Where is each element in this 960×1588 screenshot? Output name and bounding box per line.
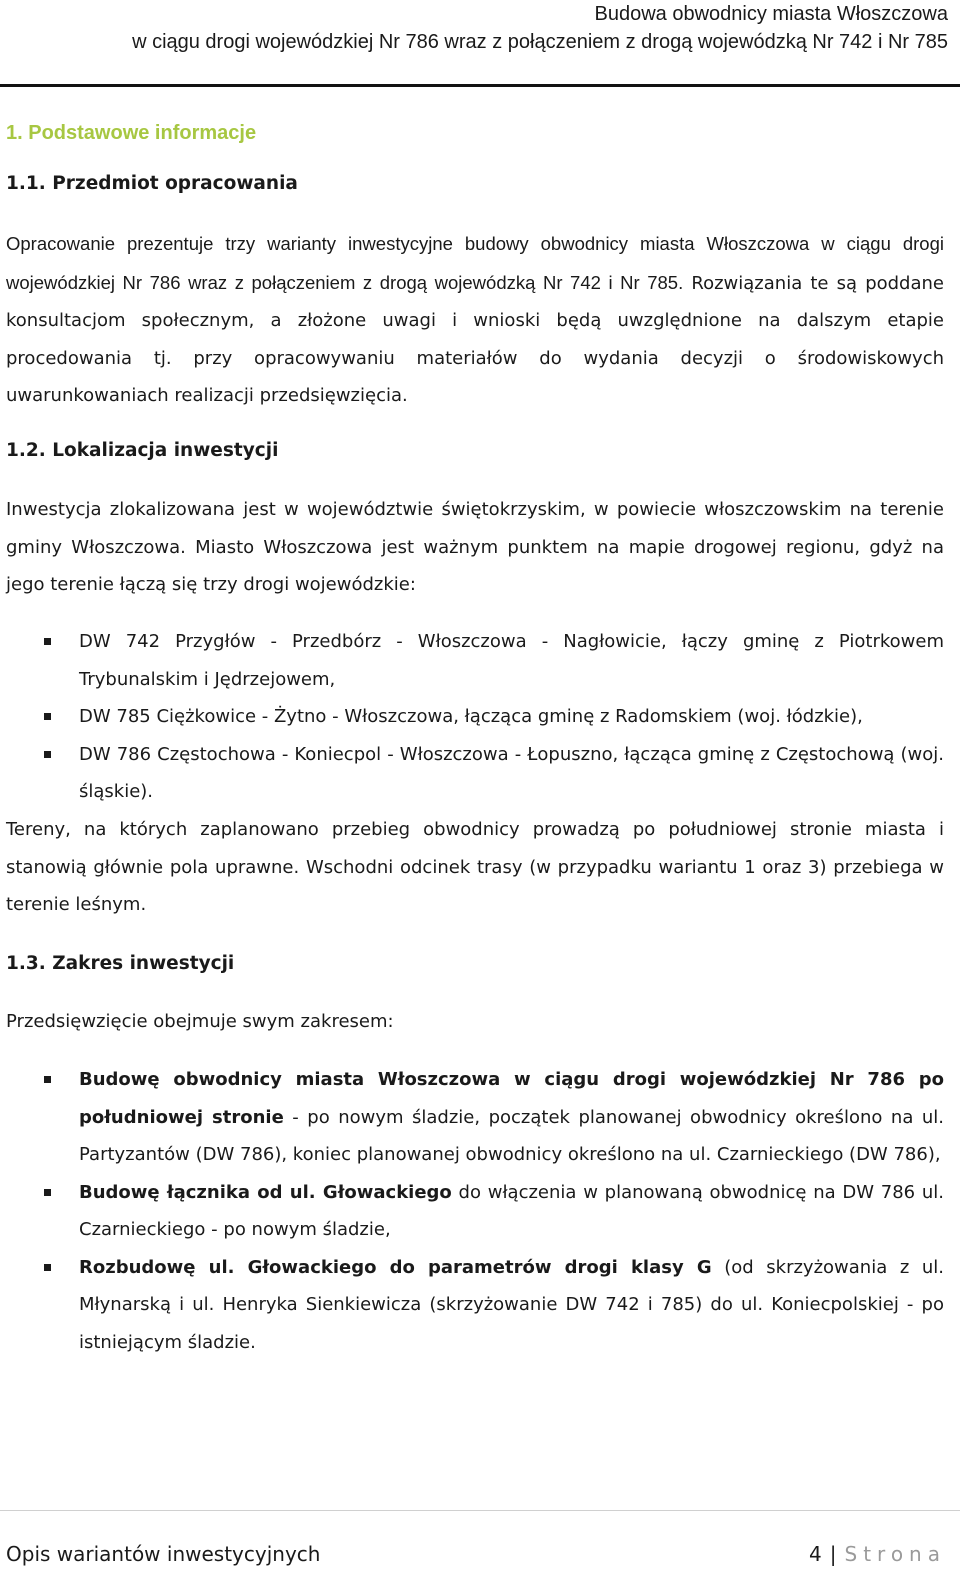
list-item-text: - po nowym śladzie, początek planowanej obwodnicy określono na ul. Partyzantów (DW 786), koniec planowanej obwodnicy określono na ul. Czarnieckiego (DW 786), xyxy=(79,1106,944,1165)
footer-title: Opis wariantów inwestycyjnych xyxy=(6,1542,321,1566)
footer-page xyxy=(809,1542,946,1566)
heading-1-2: 1.2. Lokalizacja inwestycji xyxy=(6,440,279,461)
bullet-icon xyxy=(44,1076,51,1083)
scope-list xyxy=(6,1061,944,1361)
heading-1-3: 1.3. Zakres inwestycji xyxy=(6,953,235,974)
paragraph-przedmiot xyxy=(6,225,944,415)
paragraph-przedmiot-part2: Rozwiązania te są poddane konsultacjom społecznym, a złożone uwagi i wnioski będą uwzględnione na dalszym etapie procedowania tj. przy opracowywaniu materiałów do wydania decyzji o środowiskowych uwarunkowaniach realizacji przedsięwzięcia. xyxy=(6,272,945,406)
footer-divider xyxy=(0,1510,960,1511)
list-item xyxy=(6,1061,944,1174)
list-item-text: DW 742 Przygłów - Przedbórz - Włoszczowa - Nagłowicie, łączy gminę z Piotrkowem Trybunalskim i Jędrzejowem, xyxy=(79,631,944,690)
header-divider xyxy=(0,84,960,87)
list-item-bold: Budowę obwodnicy miasta Włoszczowa w ciągu drogi wojewódzkiej Nr 786 po południowej stronie xyxy=(79,1069,944,1128)
roads-list xyxy=(6,623,944,811)
paragraph-zakres-intro: Przedsięwzięcie obejmuje swym zakresem: xyxy=(6,1011,394,1032)
page-number: 4 xyxy=(809,1542,822,1566)
list-item xyxy=(6,698,944,736)
bullet-icon xyxy=(44,1189,51,1196)
bullet-icon xyxy=(44,638,51,645)
section-heading-1: 1. Podstawowe informacje xyxy=(6,122,257,144)
list-item-text: (od skrzyżowania z ul. Młynarską i ul. Henryka Sienkiewicza (skrzyżowanie DW 742 i 785) do ul. Koniecpolskiej - po istniejącym śladzie. xyxy=(79,1256,944,1353)
page-header xyxy=(132,0,948,56)
bullet-icon xyxy=(44,751,51,758)
header-title-line2: w ciągu drogi wojewódzkiej Nr 786 wraz z połączeniem z drogą wojewódzką Nr 742 i Nr 785 xyxy=(132,31,948,53)
header-title-line1: Budowa obwodnicy miasta Włoszczowa xyxy=(594,3,948,25)
heading-1-1: 1.1. Przedmiot opracowania xyxy=(6,173,298,194)
list-item-bold: Rozbudowę ul. Głowackiego do parametrów drogi klasy G xyxy=(79,1256,712,1278)
list-item-text: DW 786 Częstochowa - Koniecpol - Włoszczowa - Łopuszno, łącząca gminę z Częstochową (woj. śląskie). xyxy=(79,743,944,802)
list-item-text: do włączenia w planowaną obwodnicę na DW 786 ul. Czarnieckiego - po nowym śladzie, xyxy=(79,1181,945,1240)
bullet-icon xyxy=(44,713,51,720)
paragraph-tereny: Tereny, na których zaplanowano przebieg obwodnicy prowadzą po południowej stronie miasta i stanowią głównie pola uprawne. Wschodni odcinek trasy (w przypadku wariantu 1 oraz 3) przebiega w terenie leśnym. xyxy=(6,819,944,915)
paragraph-lokalizacja: Inwestycja zlokalizowana jest w województwie świętokrzyskim, w powiecie włoszczowskim na terenie gminy Włoszczowa. Miasto Włoszczowa jest ważnym punktem na mapie drogowej regionu, gdyż na jego terenie łączą się trzy drogi wojewódzkie: xyxy=(6,499,944,595)
list-item xyxy=(6,623,944,698)
list-item xyxy=(6,736,944,811)
list-item xyxy=(6,1174,944,1249)
list-item xyxy=(6,1249,944,1362)
list-item-bold: Budowę łącznika od ul. Głowackiego xyxy=(79,1181,452,1203)
paragraph-przedmiot-part1: Opracowanie prezentuje trzy warianty inwestycyjne budowy obwodnicy miasta Włoszczowa w ciągu drogi wojewódzkiej Nr 786 wraz z połączeniem z drogą wojewódzką Nr 742 i Nr 785. xyxy=(6,233,944,293)
footer-separator: | xyxy=(829,1542,837,1566)
footer-page-word: Strona xyxy=(844,1542,946,1566)
bullet-icon xyxy=(44,1264,51,1271)
list-item-text: DW 785 Ciężkowice - Żytno - Włoszczowa, łącząca gminę z Radomskiem (woj. łódzkie), xyxy=(79,706,863,727)
